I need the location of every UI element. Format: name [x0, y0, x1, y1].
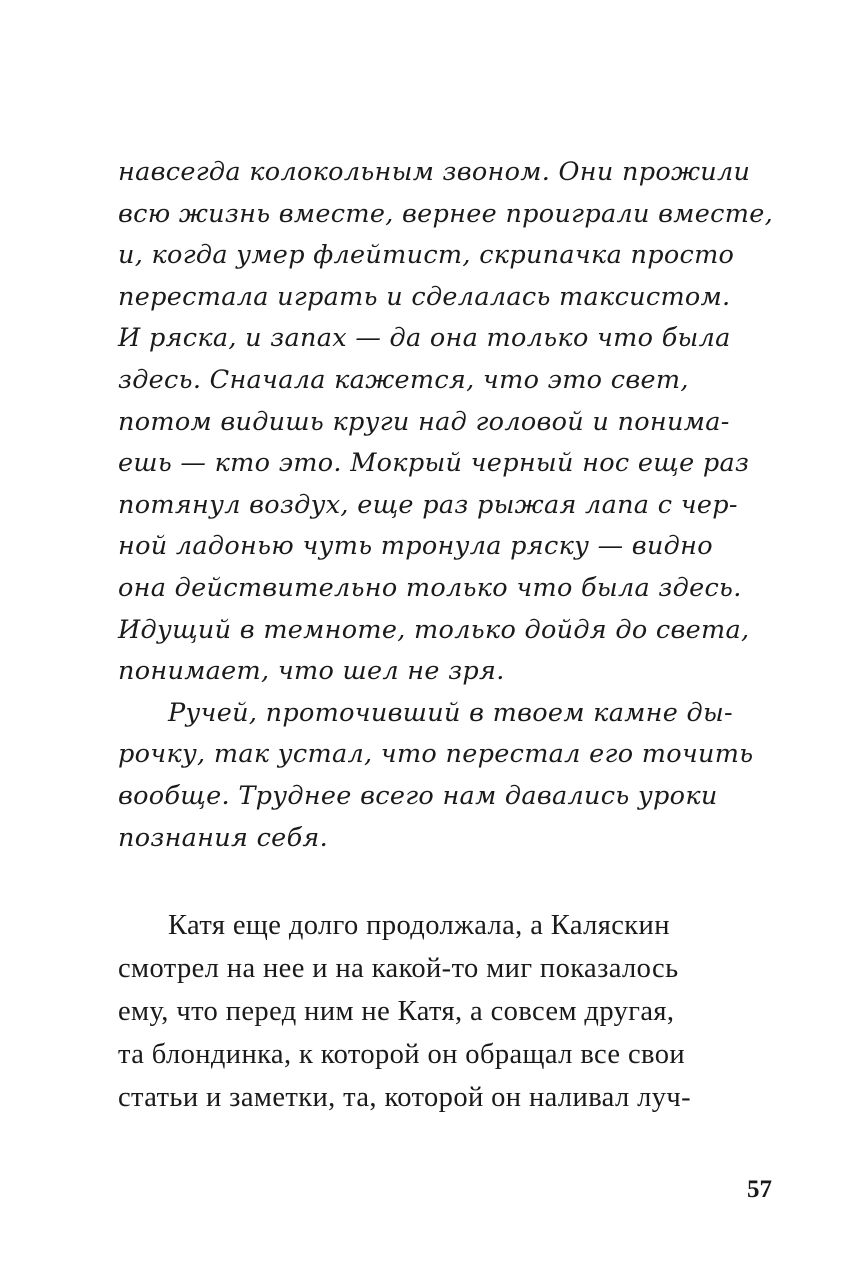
text-line: Идущий в темноте, только дойдя до света, [118, 614, 750, 645]
text-line: она действительно только что была здесь. [118, 572, 742, 603]
text-line: ной ладонью чуть тронула ряску — видно [118, 531, 713, 562]
text-line: здесь. Сначала кажется, что это свет, [118, 364, 689, 395]
roman-text-block [118, 904, 778, 1119]
text-line: та блондинка, к которой он обращал все свои [118, 1039, 686, 1070]
text-line: И ряска, и запах — да она только что была [118, 323, 731, 354]
italic-text-block [118, 152, 778, 859]
text-line: Ручей, проточивший в твоем камне ды- [168, 697, 733, 728]
text-line: всю жизнь вместе, вернее проиграли вместе, [118, 198, 773, 229]
text-line: ему, что перед ним не Катя, а совсем другая, [118, 996, 675, 1027]
text-line: навсегда колокольным звоном. Они прожили [118, 157, 751, 187]
text-line: Катя еще долго продолжала, а Каляскин [168, 910, 670, 941]
text-line: статьи и заметки, та, которой он наливал луч- [118, 1082, 692, 1113]
text-line: перестала играть и сделалась таксистом. [118, 281, 731, 312]
text-line: вообще. Труднее всего нам давались уроки [118, 780, 718, 811]
page-number: 57 [747, 1176, 772, 1203]
text-line: понимает, что шел не зря. [118, 656, 505, 687]
text-line: и, когда умер флейтист, скрипачка просто [118, 240, 735, 271]
text-line: смотрел на нее и на какой-то миг показалось [118, 953, 679, 984]
text-line: ешь — кто это. Мокрый черный нос еще раз [118, 448, 750, 479]
text-line: познания себя. [118, 822, 329, 853]
text-line: рочку, так устал, что перестал его точить [118, 739, 754, 770]
text-line: потом видишь круги над головой и понима- [118, 406, 730, 437]
text-line: потянул воздух, еще раз рыжая лапа с чер- [118, 489, 738, 520]
